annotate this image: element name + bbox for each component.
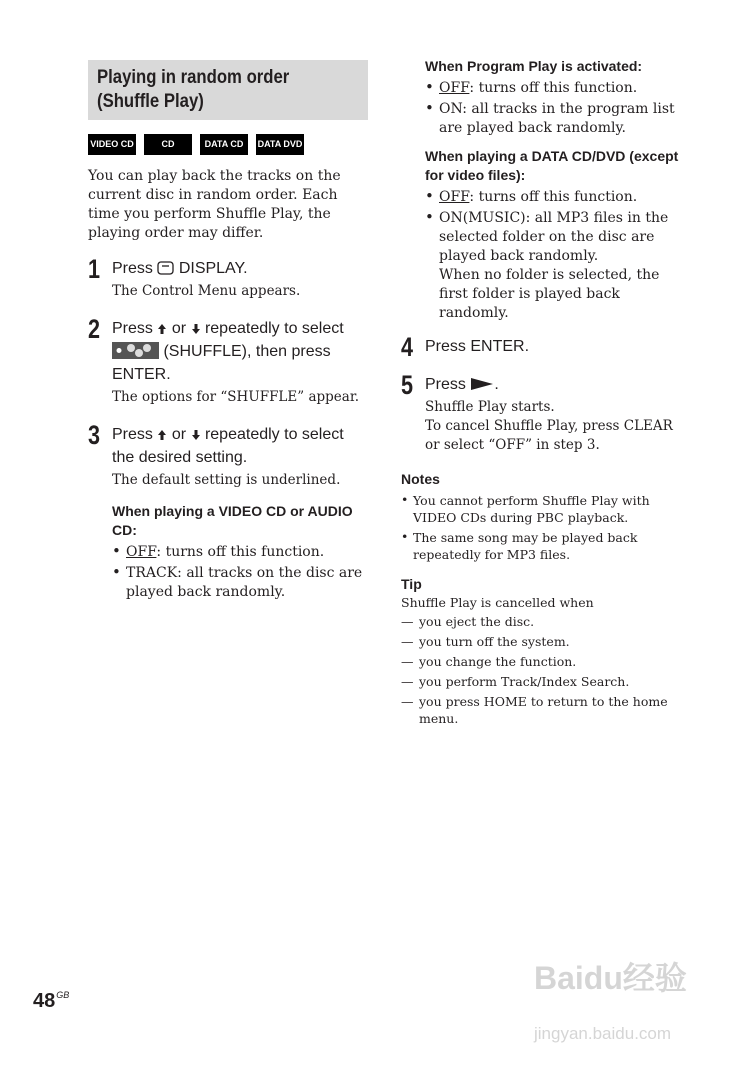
tip-item: — you perform Track/Index Search.	[401, 673, 691, 690]
step-5-cancel: To cancel Shuffle Play, press CLEAR or select “OFF” in step 3.	[425, 418, 673, 453]
shuffle-text: (SHUFFLE), then press ENTER.	[112, 343, 331, 383]
step-1	[88, 254, 368, 301]
program-play-heading: When Program Play is activated:	[425, 58, 643, 74]
option-off: • OFF: turns off this function.	[425, 188, 691, 207]
step-number: 1	[88, 254, 101, 284]
tip-item: — you eject the disc.	[401, 613, 691, 630]
press-text: Press	[112, 426, 153, 443]
notes-list	[401, 492, 691, 563]
step-number: 3	[88, 420, 101, 450]
display-button-icon	[157, 261, 174, 275]
badge-cd: CD	[144, 134, 192, 155]
step-5-instruction: Press .	[425, 376, 499, 393]
section-title-box	[88, 60, 368, 120]
tip-item: — you turn off the system.	[401, 633, 691, 650]
down-arrow-icon	[191, 429, 201, 441]
tip-block	[401, 575, 691, 727]
display-label: DISPLAY.	[178, 260, 248, 277]
option-on: • ON: all tracks in the program list are played back randomly.	[425, 100, 691, 138]
right-column	[401, 57, 691, 730]
left-column	[88, 60, 368, 604]
step-2-result: The options for “SHUFFLE” appear.	[112, 389, 360, 405]
disc-type-badges	[88, 134, 368, 155]
tip-lead: Shuffle Play is cancelled when	[401, 595, 594, 610]
step-2-instruction	[112, 317, 368, 386]
up-arrow-icon	[157, 429, 167, 441]
step-3-result: The default setting is underlined.	[112, 472, 341, 488]
note-item: • You cannot perform Shuffle Play with VIDEO CDs during PBC playback.	[401, 492, 691, 526]
option-on-music: • ON(MUSIC): all MP3 files in the selected folder on the disc are played back randomly. When no folder is selected, the first folder is played back randomly.	[425, 209, 691, 323]
step-number: 5	[401, 370, 414, 400]
step-number: 2	[88, 314, 101, 344]
baidu-watermark	[534, 960, 714, 1045]
data-cd-heading: When playing a DATA CD/DVD (except for video files):	[425, 148, 679, 183]
program-play-block	[401, 57, 691, 323]
step-3	[88, 420, 368, 602]
select-text: repeatedly to select	[204, 320, 344, 337]
press-text: Press	[112, 320, 153, 337]
up-arrow-icon	[157, 323, 167, 335]
down-arrow-icon	[191, 323, 201, 335]
option-off: • OFF: turns off this function.	[112, 543, 368, 562]
notes-heading: Notes	[401, 471, 440, 487]
video-cd-heading: When playing a VIDEO CD or AUDIO CD:	[112, 503, 353, 538]
video-cd-options	[112, 543, 368, 602]
or-text: or	[171, 320, 187, 337]
play-icon	[470, 377, 494, 391]
step-4	[401, 332, 691, 362]
section-title-line2: (Shuffle Play)	[97, 91, 204, 112]
step-1-result: The Control Menu appears.	[112, 283, 301, 299]
step-1-instruction	[112, 257, 368, 280]
intro-paragraph: You can play back the tracks on the current disc in random order. Each time you perform Shuffle Play, the playing order may differ.	[88, 168, 341, 241]
page-number: $48^{GB}$	[33, 990, 70, 1012]
tip-heading: Tip	[401, 576, 422, 592]
notes-block	[401, 470, 691, 563]
shuffle-menu-icon	[112, 342, 159, 359]
step-4-instruction: Press ENTER.	[425, 338, 530, 355]
watermark-url: jingyan.baidu.com	[534, 1024, 672, 1043]
option-track: • TRACK: all tracks on the disc are played back randomly.	[112, 564, 368, 602]
tip-item: — you change the function.	[401, 653, 691, 670]
tip-item: — you press HOME to return to the home menu.	[401, 693, 691, 727]
badge-video-cd: VIDEO CD	[88, 134, 136, 155]
data-cd-options	[425, 188, 691, 323]
badge-data-dvd: DATA DVD	[256, 134, 304, 155]
note-item: • The same song may be played back repeatedly for MP3 files.	[401, 529, 691, 563]
press-text: Press	[425, 376, 466, 393]
select-text: repeatedly to select the desired setting.	[112, 426, 344, 466]
press-text: Press	[112, 260, 153, 277]
step-3-instruction	[112, 423, 368, 469]
or-text: or	[171, 426, 187, 443]
badge-data-cd: DATA CD	[200, 134, 248, 155]
option-off: • OFF: turns off this function.	[425, 79, 691, 98]
watermark-brand: Baidu经验	[534, 960, 687, 996]
tip-list	[401, 613, 691, 727]
step-2	[88, 314, 368, 407]
step-5	[401, 370, 691, 455]
step-number: 4	[401, 332, 414, 362]
program-options	[425, 79, 691, 138]
step-5-result: Shuffle Play starts.	[425, 399, 555, 415]
section-title-line1: Playing in random order	[97, 67, 290, 88]
